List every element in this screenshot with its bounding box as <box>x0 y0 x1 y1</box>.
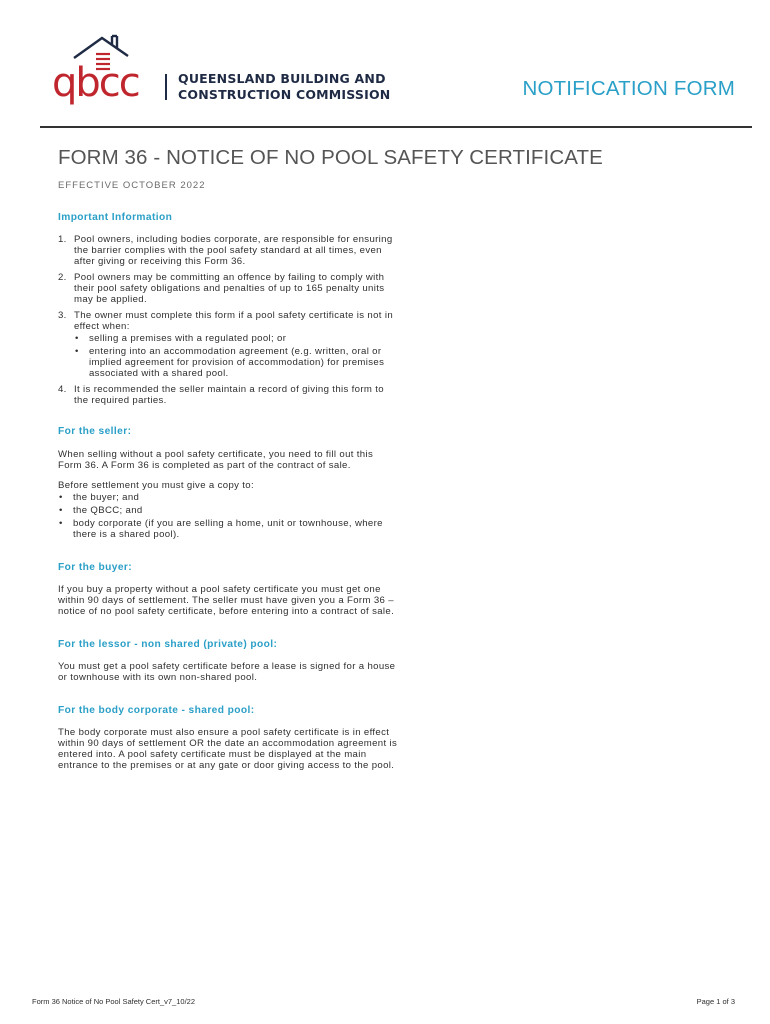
footer-page-number: Page 1 of 3 <box>696 997 735 1006</box>
organisation-name-line1: QUEENSLAND BUILDING AND <box>178 71 386 86</box>
list-item-text: It is recommended the seller maintain a record of giving this form to the required parties. <box>74 384 384 406</box>
bullet-text: selling a premises with a regulated pool; or <box>89 333 287 344</box>
form-type-label: NOTIFICATION FORM <box>522 77 735 100</box>
body-corporate-paragraph: The body corporate must also ensure a pool safety certificate is in effect within 90 days of settlement OR the date an accommodation agreement is entered into. A pool safety certificate must be displayed at the main entrance to the premises or at any gate or door giving access to the pool. <box>58 727 398 771</box>
list-item-text: Pool owners, including bodies corporate, are responsible for ensuring the barrier complies with the pool safety standard at all times, even after giving or receiving this Form 36. <box>74 234 393 267</box>
main-content <box>58 212 398 771</box>
bullet-item <box>58 505 398 516</box>
list-item <box>58 310 398 379</box>
effective-date: EFFECTIVE OCTOBER 2022 <box>58 180 206 191</box>
bullet-icon: • <box>75 346 79 357</box>
bullet-text: body corporate (if you are selling a home, unit or townhouse, where there is a shared pool). <box>73 518 383 540</box>
list-item-text: Pool owners may be committing an offence by failing to comply with their pool safety obligations and penalties of up to 165 penalty units may be applied. <box>74 272 385 305</box>
bullet-item <box>58 492 398 503</box>
page-title: FORM 36 - NOTICE OF NO POOL SAFETY CERTIFICATE <box>58 146 603 169</box>
footer-document-id: Form 36 Notice of No Pool Safety Cert_v7_10/22 <box>32 997 196 1006</box>
header-divider <box>40 126 752 128</box>
list-item <box>58 234 398 267</box>
bullet-text: the QBCC; and <box>73 505 143 516</box>
important-info-list <box>58 234 398 406</box>
sub-bullet-list <box>74 333 398 379</box>
buyer-heading: For the buyer: <box>58 562 133 573</box>
list-item <box>58 384 398 406</box>
logo-wordmark: qbcc <box>52 60 139 106</box>
lessor-paragraph: You must get a pool safety certificate before a lease is signed for a house or townhouse with its own non-shared pool. <box>58 661 396 683</box>
seller-bullet-list <box>58 492 398 540</box>
seller-heading: For the seller: <box>58 426 132 437</box>
bullet-item <box>74 346 398 379</box>
bullet-text: the buyer; and <box>73 492 140 503</box>
list-number: 1. <box>58 234 67 245</box>
list-item-text: The owner must complete this form if a pool safety certificate is not in effect when: <box>74 310 393 332</box>
bullet-icon: • <box>59 518 63 529</box>
bullet-text: entering into an accommodation agreement (e.g. written, oral or implied agreement for provision of accommodation) for premises associated with a shared pool. <box>89 346 385 379</box>
important-info-heading: Important Information <box>58 212 173 223</box>
logo-divider <box>165 74 167 100</box>
bullet-icon: • <box>59 505 63 516</box>
buyer-paragraph: If you buy a property without a pool safety certificate you must get one within 90 days of settlement. The seller must have given you a Form 36 – notice of no pool safety certificate, before entering into a contract of sale. <box>58 584 395 617</box>
body-corporate-heading: For the body corporate - shared pool: <box>58 705 255 716</box>
seller-paragraph: When selling without a pool safety certificate, you need to fill out this Form 36. A Form 36 is completed as part of the contract of sale. <box>58 449 374 471</box>
bullet-item <box>58 518 398 540</box>
bullet-item <box>74 333 398 344</box>
organisation-name-line2: CONSTRUCTION COMMISSION <box>178 87 391 102</box>
lessor-heading: For the lessor - non shared (private) pool: <box>58 639 278 650</box>
seller-copy-paragraph: Before settlement you must give a copy to: <box>58 480 255 491</box>
bullet-icon: • <box>75 333 79 344</box>
bullet-icon: • <box>59 492 63 503</box>
list-item <box>58 272 398 305</box>
organisation-name <box>178 71 390 103</box>
list-number: 2. <box>58 272 67 283</box>
qbcc-logo <box>52 32 172 108</box>
list-number: 4. <box>58 384 67 395</box>
list-number: 3. <box>58 310 67 321</box>
